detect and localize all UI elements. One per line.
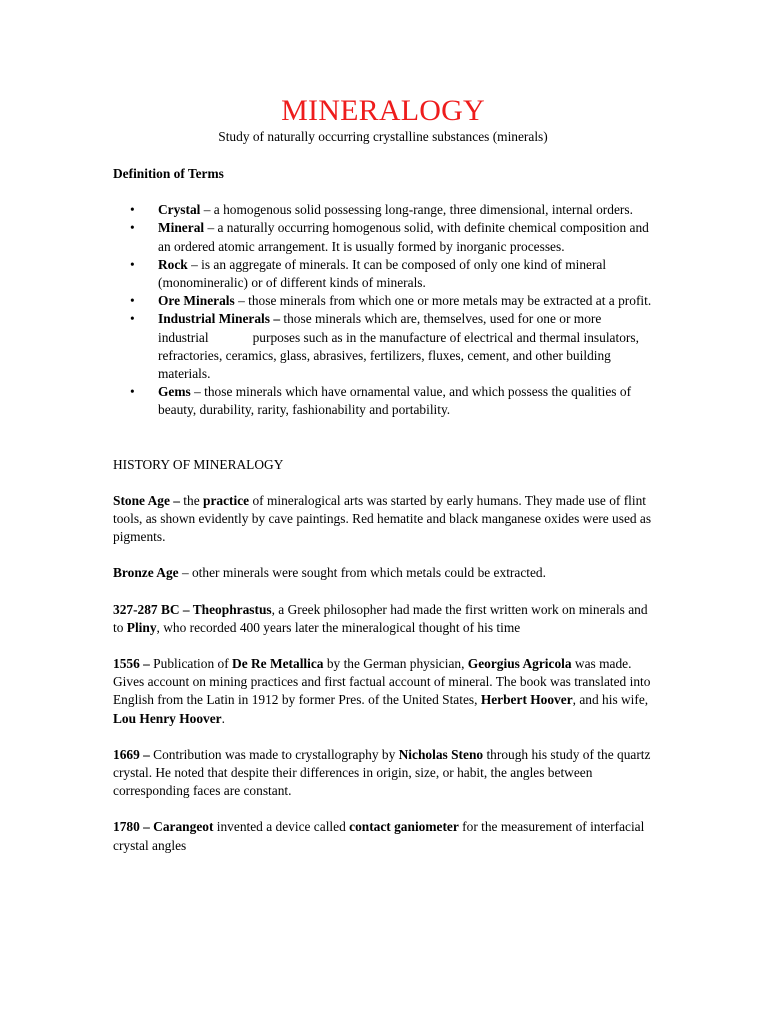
page-title: MINERALOGY [281, 94, 485, 127]
term-item-crystal: • Crystal – a homogenous solid possessing long-range, three dimensional, internal orders. [113, 201, 653, 219]
history-steno: 1669 – Contribution was made to crystallography by Nicholas Steno through his study of the quartz crystal. He noted that despite their differences in origin, size, or habit, the angles between corresponding faces are constant. [113, 746, 651, 799]
term-definition: those minerals which are, themselves, used for one or more industrial [158, 311, 602, 345]
term-item-mineral: • Mineral – a naturally occurring homogenous solid, with definite chemical composition and an ordered atomic arrangement. It is usually formed by inorganic processes. [130, 220, 649, 254]
term-definition: those minerals which have ornamental value, and which possess the qualities of beauty, durability, rarity, fashionability and portability. [158, 384, 632, 418]
term-definition: a naturally occurring homogenous solid, with definite chemical composition and an ordered atomic arrangement. It is usually formed by inorganic processes. [158, 220, 649, 254]
bullet-icon: • [130, 293, 135, 309]
document-page [113, 94, 653, 855]
history-theophrastus: 327-287 BC – Theophrastus, a Greek philosopher had made the first written work on minerals and to Pliny, who recorded 400 years later the mineralogical thought of his time [113, 601, 648, 635]
term-name: Crystal [158, 202, 201, 218]
bullet-icon: • [130, 311, 135, 327]
history-bronze-age: Bronze Age – other minerals were sought from which metals could be extracted. [113, 565, 546, 581]
history-carangeot: 1780 – Carangeot invented a device called contact ganiometer for the measurement of interfacial crystal angles [113, 819, 645, 853]
term-name: Industrial Minerals – [158, 311, 281, 327]
term-name: Rock [158, 256, 188, 272]
term-name: Mineral [158, 220, 205, 236]
page-subtitle: Study of naturally occurring crystalline substances (minerals) [218, 129, 548, 144]
bullet-icon: • [130, 220, 135, 236]
term-item-gems: • Gems – those minerals which have ornamental value, and which possess the qualities of beauty, durability, rarity, fashionability and portability. [130, 384, 632, 418]
term-definition: is an aggregate of minerals. It can be composed of only one kind of mineral (monomineralic) or of different kinds of minerals. [158, 256, 607, 291]
terms-list [113, 201, 653, 419]
term-definition: those minerals from which one or more metals may be extracted at a profit. [248, 293, 652, 309]
term-item-ore-minerals: • Ore Minerals – those minerals from which one or more metals may be extracted at a profit. [113, 292, 653, 310]
bullet-icon: • [130, 202, 135, 218]
term-item-industrial-minerals [113, 310, 653, 383]
history-heading: HISTORY OF MINERALOGY [113, 456, 284, 472]
term-name: Gems [158, 384, 191, 400]
history-stone-age: Stone Age – the practice of mineralogical arts was started by early humans. They made use of flint tools, as shown evidently by cave paintings. Red hematite and black manganese oxides were used as pigments. [113, 492, 652, 545]
term-definition: a homogenous solid possessing long-range, three dimensional, internal orders. [213, 202, 633, 218]
history-agricola: 1556 – Publication of De Re Metallica by the German physician, Georgius Agricola was made. Gives account on mining practices and first factual account of mineral. The book was translated into English from the Latin in 1912 by former Pres. of the United States, Herbert Hoover, and his wife, Lou Henry Hoover. [113, 656, 651, 726]
term-item-rock: • Rock – is an aggregate of minerals. It can be composed of only one kind of mineral (monomineralic) or of different kinds of minerals. [130, 256, 607, 291]
term-definition-cont: purposes such as in the manufacture of electrical and thermal insulators, refractories, ceramics, glass, abrasives, fertilizers, fluxes, cement, and other building materials. [158, 329, 639, 382]
definitions-heading: Definition of Terms [113, 166, 224, 181]
bullet-icon: • [130, 256, 135, 272]
term-name: Ore Minerals [158, 293, 235, 309]
bullet-icon: • [130, 384, 135, 400]
